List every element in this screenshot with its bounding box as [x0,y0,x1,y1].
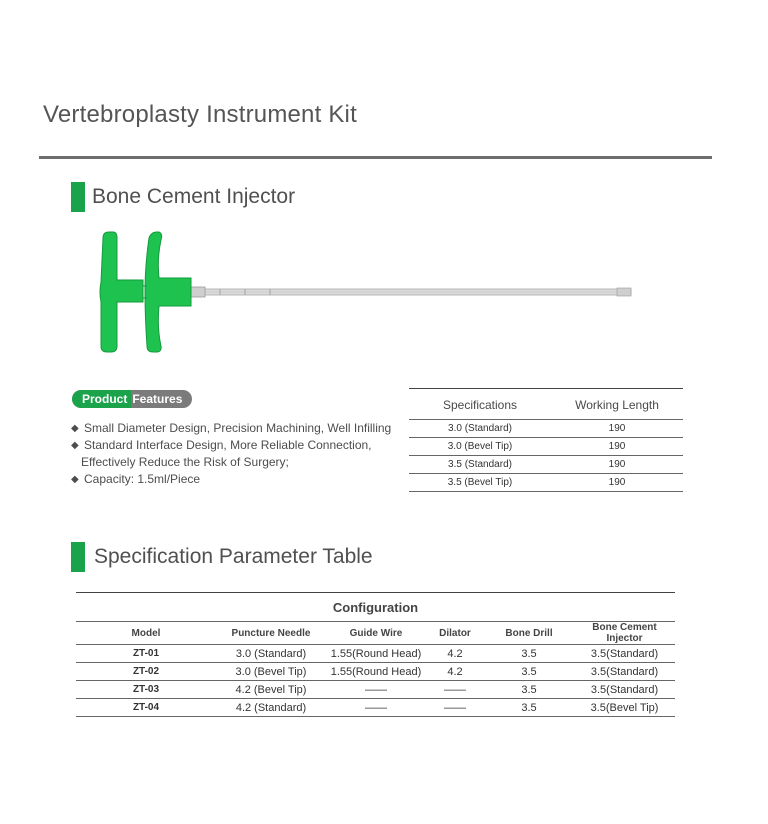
column-header: Bone Drill [484,622,574,645]
section-marker [71,182,85,212]
features-list [71,420,391,488]
section-title-parameters: Specification Parameter Table [94,545,373,568]
table-row: ZT-02 3.0 (Bevel Tip) 1.55(Round Head) 4.2 3.5 3.5(Standard) [76,663,675,681]
diamond-bullet-icon: ◆ [71,440,79,451]
table-row: 3.0 (Bevel Tip) 190 [409,438,683,456]
configuration-header: Configuration [76,593,675,622]
table-row: ZT-04 4.2 (Standard) —— —— 3.5 3.5(Bevel Tip) [76,699,675,717]
column-header: Bone Cement Injector [574,622,675,645]
feature-item: ◆ Standard Interface Design, More Reliable Connection, [71,438,372,452]
column-header: Specifications [409,389,551,420]
table-header-row [76,622,675,645]
feature-item-continuation: Effectively Reduce the Risk of Surgery; [81,455,289,469]
column-header: Guide Wire [326,622,426,645]
column-header: Puncture Needle [216,622,326,645]
parameter-table [76,592,675,717]
column-header: Working Length [551,389,683,420]
table-group-header-row [76,593,675,622]
table-row: 3.5 (Standard) 190 [409,456,683,474]
diamond-bullet-icon: ◆ [71,474,79,485]
table-row: 3.5 (Bevel Tip) 190 [409,474,683,492]
bone-cement-injector-image [95,228,640,356]
section-marker [71,542,85,572]
product-features-badge [72,390,192,408]
table-header-row [409,389,683,420]
page-title: Vertebroplasty Instrument Kit [43,101,357,128]
diamond-bullet-icon: ◆ [71,423,79,434]
section-title-injector: Bone Cement Injector [92,185,296,208]
feature-item: ◆ Capacity: 1.5ml/Piece [71,472,201,486]
badge-part-features: Features [132,392,183,406]
column-header: Dilator [426,622,484,645]
badge-part-product: Product [72,390,131,408]
table-row: ZT-01 3.0 (Standard) 1.55(Round Head) 4.2 3.5 3.5(Standard) [76,645,675,663]
table-row: 3.0 (Standard) 190 [409,420,683,438]
title-divider [39,156,712,159]
table-row: ZT-03 4.2 (Bevel Tip) —— —— 3.5 3.5(Standard) [76,681,675,699]
feature-item: ◆ Small Diameter Design, Precision Machining, Well Infilling [71,421,392,435]
specifications-table [409,388,683,492]
column-header: Model [76,622,216,645]
